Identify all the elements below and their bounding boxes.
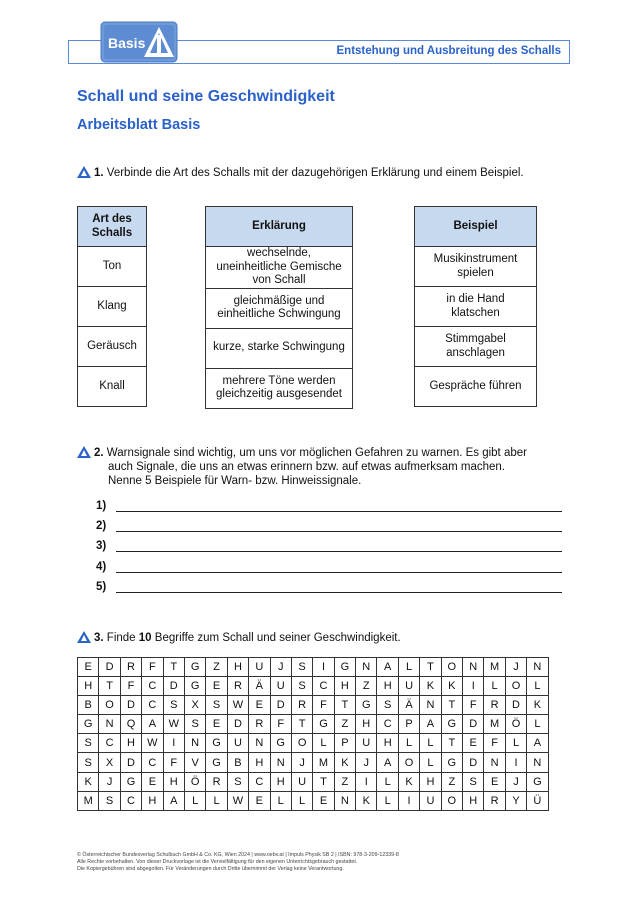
grid-letter-cell[interactable]: N	[463, 658, 484, 677]
table-cell[interactable]: Gespräche führen	[415, 367, 537, 407]
grid-row	[78, 658, 549, 677]
grid-letter-cell[interactable]: W	[227, 696, 248, 715]
grid-letter-cell[interactable]: O	[441, 791, 462, 810]
grid-letter-cell[interactable]: L	[527, 715, 548, 734]
grid-row	[78, 696, 549, 715]
grid-letter-cell[interactable]: F	[313, 696, 334, 715]
grid-letter-cell[interactable]: N	[420, 696, 441, 715]
grid-letter-cell[interactable]: S	[227, 772, 248, 791]
table-cell[interactable]: Geräusch	[78, 327, 147, 367]
grid-letter-cell[interactable]: L	[527, 677, 548, 696]
footer	[77, 852, 399, 873]
grid-letter-cell[interactable]: E	[463, 734, 484, 753]
grid-letter-cell[interactable]: G	[527, 772, 548, 791]
grid-letter-cell[interactable]: Z	[206, 658, 227, 677]
grid-letter-cell[interactable]: R	[484, 696, 505, 715]
grid-letter-cell[interactable]: G	[334, 658, 355, 677]
grid-letter-cell[interactable]: B	[227, 753, 248, 772]
grid-letter-cell[interactable]: M	[78, 791, 99, 810]
grid-letter-cell[interactable]: E	[313, 791, 334, 810]
grid-letter-cell[interactable]: G	[270, 734, 291, 753]
grid-letter-cell[interactable]: G	[441, 753, 462, 772]
grid-letter-cell[interactable]: L	[505, 734, 526, 753]
grid-letter-cell[interactable]: C	[99, 734, 120, 753]
grid-letter-cell[interactable]: C	[249, 772, 270, 791]
grid-letter-cell[interactable]: S	[163, 696, 184, 715]
grid-letter-cell[interactable]: W	[163, 715, 184, 734]
grid-letter-cell[interactable]: R	[227, 677, 248, 696]
task-triangle-icon	[77, 446, 91, 458]
grid-letter-cell[interactable]: T	[441, 696, 462, 715]
grid-letter-cell[interactable]: D	[463, 715, 484, 734]
grid-letter-cell[interactable]: D	[120, 753, 141, 772]
task-1-number: 1.	[94, 167, 104, 179]
grid-letter-cell[interactable]: K	[78, 772, 99, 791]
grid-letter-cell[interactable]: B	[78, 696, 99, 715]
task-3-count: 10	[138, 632, 152, 644]
footer-line: Alle Rechte vorbehalten. Von dieser Druckvorlage ist die Vervielfältigung für den eigenen Unterrichtsgebrauch gestattet.	[77, 859, 358, 865]
grid-letter-cell[interactable]: N	[270, 753, 291, 772]
grid-letter-cell[interactable]: T	[313, 772, 334, 791]
grid-letter-cell[interactable]: H	[120, 734, 141, 753]
grid-letter-cell[interactable]: T	[99, 677, 120, 696]
grid-letter-cell[interactable]: F	[484, 734, 505, 753]
grid-letter-cell[interactable]: Z	[441, 772, 462, 791]
grid-letter-cell[interactable]: H	[463, 791, 484, 810]
grid-letter-cell[interactable]: F	[163, 753, 184, 772]
grid-letter-cell[interactable]: N	[249, 734, 270, 753]
grid-letter-cell[interactable]: Ä	[249, 677, 270, 696]
grid-letter-cell[interactable]: G	[206, 734, 227, 753]
grid-letter-cell[interactable]: L	[270, 791, 291, 810]
grid-letter-cell[interactable]: Y	[505, 791, 526, 810]
grid-letter-cell[interactable]: K	[420, 677, 441, 696]
grid-letter-cell[interactable]: F	[463, 696, 484, 715]
grid-letter-cell[interactable]: S	[291, 677, 312, 696]
grid-letter-cell[interactable]: S	[78, 734, 99, 753]
grid-letter-cell[interactable]: K	[398, 772, 419, 791]
grid-letter-cell[interactable]: E	[249, 696, 270, 715]
table-header-art: Art des Schalls	[78, 207, 147, 247]
grid-letter-cell[interactable]: S	[184, 715, 205, 734]
grid-letter-cell[interactable]: W	[142, 734, 163, 753]
grid-letter-cell[interactable]: F	[120, 677, 141, 696]
grid-letter-cell[interactable]: I	[313, 658, 334, 677]
grid-letter-cell[interactable]: T	[334, 696, 355, 715]
grid-letter-cell[interactable]: U	[270, 677, 291, 696]
grid-letter-cell[interactable]: G	[120, 772, 141, 791]
grid-letter-cell[interactable]: J	[99, 772, 120, 791]
grid-letter-cell[interactable]: O	[99, 696, 120, 715]
grid-letter-cell[interactable]: R	[249, 715, 270, 734]
grid-letter-cell[interactable]: U	[227, 734, 248, 753]
grid-letter-cell[interactable]: D	[227, 715, 248, 734]
grid-letter-cell[interactable]: X	[99, 753, 120, 772]
grid-letter-cell[interactable]: T	[441, 734, 462, 753]
grid-letter-cell[interactable]: N	[184, 734, 205, 753]
footer-line: © Österreichischer Bundesverlag Schulbuch GmbH & Co. KG, Wien 2024 | www.oebv.at | Impuls Physik SB 2 | ISBN: 978-3-209-12339-8	[77, 852, 399, 858]
grid-letter-cell[interactable]: L	[377, 772, 398, 791]
grid-letter-cell[interactable]: O	[291, 734, 312, 753]
grid-letter-cell[interactable]: P	[398, 715, 419, 734]
grid-letter-cell[interactable]: Z	[334, 715, 355, 734]
grid-letter-cell[interactable]: N	[334, 791, 355, 810]
grid-letter-cell[interactable]: V	[184, 753, 205, 772]
grid-letter-cell[interactable]: Ä	[398, 696, 419, 715]
grid-letter-cell[interactable]: L	[206, 791, 227, 810]
logo-text: Basis	[108, 35, 146, 51]
grid-row	[78, 677, 549, 696]
grid-letter-cell[interactable]: N	[356, 658, 377, 677]
grid-letter-cell[interactable]: R	[206, 772, 227, 791]
grid-letter-cell[interactable]: C	[142, 677, 163, 696]
grid-row	[78, 772, 549, 791]
grid-letter-cell[interactable]: N	[99, 715, 120, 734]
grid-letter-cell[interactable]: D	[99, 658, 120, 677]
answer-line[interactable]: 1)	[96, 500, 566, 514]
table-cell[interactable]: wechselnde, uneinheitliche Gemische von Schall	[206, 247, 353, 289]
grid-letter-cell[interactable]: G	[184, 658, 205, 677]
grid-letter-cell[interactable]: T	[420, 658, 441, 677]
grid-letter-cell[interactable]: C	[142, 696, 163, 715]
grid-letter-cell[interactable]: E	[484, 772, 505, 791]
table-cell[interactable]: Ton	[78, 247, 147, 287]
task-3-number: 3.	[94, 632, 104, 644]
grid-letter-cell[interactable]: H	[420, 772, 441, 791]
grid-letter-cell[interactable]: S	[463, 772, 484, 791]
grid-letter-cell[interactable]: A	[377, 658, 398, 677]
grid-letter-cell[interactable]: O	[398, 753, 419, 772]
table-erklaerung	[205, 206, 353, 409]
grid-letter-cell[interactable]: R	[120, 658, 141, 677]
page-title: Schall und seine Geschwindigkeit	[77, 88, 335, 105]
grid-letter-cell[interactable]: Q	[120, 715, 141, 734]
grid-letter-cell[interactable]: Ü	[527, 791, 548, 810]
answer-line[interactable]: 3)	[96, 540, 566, 554]
grid-letter-cell[interactable]: E	[142, 772, 163, 791]
grid-letter-cell[interactable]: L	[484, 677, 505, 696]
task-2-line-1: Warnsignale sind wichtig, um uns vor möglichen Gefahren zu warnen. Es gibt aber	[106, 447, 527, 459]
answer-line[interactable]: 2)	[96, 520, 566, 534]
grid-letter-cell[interactable]: L	[398, 658, 419, 677]
grid-letter-cell[interactable]: S	[99, 791, 120, 810]
grid-letter-cell[interactable]: L	[313, 734, 334, 753]
grid-letter-cell[interactable]: I	[398, 791, 419, 810]
grid-letter-cell[interactable]: F	[142, 658, 163, 677]
grid-letter-cell[interactable]: G	[313, 715, 334, 734]
grid-letter-cell[interactable]: N	[484, 753, 505, 772]
grid-letter-cell[interactable]: Ö	[184, 772, 205, 791]
grid-letter-cell[interactable]: F	[270, 715, 291, 734]
table-cell[interactable]: kurze, starke Schwingung	[206, 328, 353, 368]
grid-letter-cell[interactable]: G	[184, 677, 205, 696]
grid-row	[78, 734, 549, 753]
header-title: Entstehung und Ausbreitung des Schalls	[336, 45, 561, 57]
grid-row	[78, 715, 549, 734]
table-cell[interactable]: in die Hand klatschen	[415, 287, 537, 327]
grid-letter-cell[interactable]: A	[420, 715, 441, 734]
grid-letter-cell[interactable]: S	[206, 696, 227, 715]
grid-letter-cell[interactable]: K	[356, 791, 377, 810]
grid-letter-cell[interactable]: I	[163, 734, 184, 753]
grid-row	[78, 753, 549, 772]
grid-letter-cell[interactable]: A	[142, 715, 163, 734]
grid-letter-cell[interactable]: L	[420, 734, 441, 753]
grid-letter-cell[interactable]: Ö	[505, 715, 526, 734]
grid-letter-cell[interactable]: I	[505, 753, 526, 772]
table-art-des-schalls	[77, 206, 147, 407]
grid-letter-cell[interactable]: E	[78, 658, 99, 677]
task-2-line-2: auch Signale, die uns an etwas erinnern bzw. auf etwas aufmerksam machen.	[108, 461, 505, 473]
grid-letter-cell[interactable]: O	[441, 658, 462, 677]
task-2-number: 2.	[94, 447, 104, 459]
grid-letter-cell[interactable]: J	[270, 658, 291, 677]
grid-letter-cell[interactable]: L	[420, 753, 441, 772]
table-cell[interactable]: Stimmgabel anschlagen	[415, 327, 537, 367]
answer-line[interactable]: 5)	[96, 581, 566, 595]
grid-row	[78, 791, 549, 810]
grid-letter-cell[interactable]: J	[505, 658, 526, 677]
grid-letter-cell[interactable]: E	[206, 715, 227, 734]
table-cell[interactable]: Musikinstrument spielen	[415, 247, 537, 287]
grid-letter-cell[interactable]: H	[142, 791, 163, 810]
grid-letter-cell[interactable]: U	[249, 658, 270, 677]
grid-letter-cell[interactable]: R	[291, 696, 312, 715]
grid-letter-cell[interactable]: C	[120, 791, 141, 810]
task-1-text: Verbinde die Art des Schalls mit der dazugehörigen Erklärung und einem Beispiel.	[106, 167, 524, 179]
grid-letter-cell[interactable]: C	[142, 753, 163, 772]
grid-letter-cell[interactable]: H	[78, 677, 99, 696]
grid-letter-cell[interactable]: P	[334, 734, 355, 753]
table-header-beispiel: Beispiel	[415, 207, 537, 247]
grid-letter-cell[interactable]: G	[78, 715, 99, 734]
grid-letter-cell[interactable]: A	[377, 753, 398, 772]
grid-letter-cell[interactable]: D	[270, 696, 291, 715]
task-triangle-icon	[77, 166, 91, 178]
grid-letter-cell[interactable]: L	[291, 791, 312, 810]
grid-letter-cell[interactable]: S	[78, 753, 99, 772]
grid-letter-cell[interactable]: K	[441, 677, 462, 696]
grid-letter-cell[interactable]: O	[505, 677, 526, 696]
table-cell[interactable]: gleichmäßige und einheitliche Schwingung	[206, 288, 353, 328]
grid-letter-cell[interactable]: T	[291, 715, 312, 734]
grid-letter-cell[interactable]: U	[291, 772, 312, 791]
grid-letter-cell[interactable]: L	[398, 734, 419, 753]
grid-letter-cell[interactable]: C	[377, 715, 398, 734]
grid-letter-cell[interactable]: Z	[334, 772, 355, 791]
grid-letter-cell[interactable]: D	[463, 753, 484, 772]
grid-letter-cell[interactable]: M	[484, 715, 505, 734]
grid-letter-cell[interactable]: A	[527, 734, 548, 753]
grid-letter-cell[interactable]: L	[377, 791, 398, 810]
grid-letter-cell[interactable]: R	[484, 791, 505, 810]
task-2-line-3: Nenne 5 Beispiele für Warn- bzw. Hinweissignale.	[108, 475, 362, 487]
grid-letter-cell[interactable]: J	[505, 772, 526, 791]
grid-letter-cell[interactable]: E	[206, 677, 227, 696]
grid-letter-cell[interactable]: D	[120, 696, 141, 715]
grid-letter-cell[interactable]: C	[313, 677, 334, 696]
table-cell[interactable]: mehrere Töne werden gleichzeitig ausgesendet	[206, 368, 353, 408]
grid-letter-cell[interactable]: E	[249, 791, 270, 810]
grid-letter-cell[interactable]: W	[227, 791, 248, 810]
basis-logo	[100, 21, 178, 63]
grid-letter-cell[interactable]: X	[184, 696, 205, 715]
grid-letter-cell[interactable]: H	[356, 715, 377, 734]
grid-letter-cell[interactable]: S	[377, 696, 398, 715]
answer-line[interactable]: 4)	[96, 561, 566, 575]
word-search-grid	[77, 657, 549, 811]
grid-letter-cell[interactable]: N	[527, 658, 548, 677]
grid-letter-cell[interactable]: I	[463, 677, 484, 696]
grid-letter-cell[interactable]: H	[377, 677, 398, 696]
grid-letter-cell[interactable]: U	[356, 734, 377, 753]
grid-letter-cell[interactable]: D	[163, 677, 184, 696]
grid-letter-cell[interactable]: G	[441, 715, 462, 734]
grid-letter-cell[interactable]: G	[206, 753, 227, 772]
task-triangle-icon	[77, 631, 91, 643]
table-header-erklaerung: Erklärung	[206, 207, 353, 247]
grid-letter-cell[interactable]: M	[484, 658, 505, 677]
table-cell[interactable]: Klang	[78, 287, 147, 327]
grid-letter-cell[interactable]: J	[356, 753, 377, 772]
grid-letter-cell[interactable]: H	[334, 677, 355, 696]
page-subtitle: Arbeitsblatt Basis	[77, 117, 201, 133]
grid-letter-cell[interactable]: S	[291, 658, 312, 677]
grid-letter-cell[interactable]: H	[270, 772, 291, 791]
table-cell[interactable]: Knall	[78, 367, 147, 407]
grid-letter-cell[interactable]: H	[249, 753, 270, 772]
grid-letter-cell[interactable]: H	[227, 658, 248, 677]
grid-letter-cell[interactable]: N	[527, 753, 548, 772]
grid-letter-cell[interactable]: J	[291, 753, 312, 772]
footer-line: Die Kopiergebühren sind abgegolten. Für Veränderungen durch Dritte übernimmt der Verlag keine Verantwortung.	[77, 866, 344, 872]
grid-letter-cell[interactable]: D	[505, 696, 526, 715]
grid-letter-cell[interactable]: M	[313, 753, 334, 772]
grid-letter-cell[interactable]: K	[334, 753, 355, 772]
grid-letter-cell[interactable]: Z	[356, 677, 377, 696]
grid-letter-cell[interactable]: H	[163, 772, 184, 791]
grid-letter-cell[interactable]: U	[420, 791, 441, 810]
grid-letter-cell[interactable]: A	[163, 791, 184, 810]
grid-letter-cell[interactable]: H	[377, 734, 398, 753]
table-beispiel	[414, 206, 537, 407]
grid-letter-cell[interactable]: K	[527, 696, 548, 715]
grid-letter-cell[interactable]: G	[356, 696, 377, 715]
grid-letter-cell[interactable]: T	[163, 658, 184, 677]
grid-letter-cell[interactable]: L	[184, 791, 205, 810]
grid-letter-cell[interactable]: I	[356, 772, 377, 791]
grid-letter-cell[interactable]: U	[398, 677, 419, 696]
